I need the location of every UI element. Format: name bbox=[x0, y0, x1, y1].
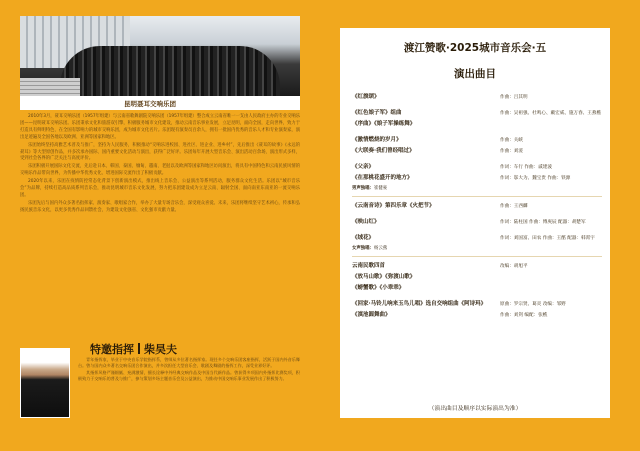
program-item bbox=[352, 299, 602, 310]
conductor-bio bbox=[78, 357, 300, 383]
bio-paragraph: 2010年3月，聂耳交响乐团（1957年组建）与云南省歌舞剧院交响乐团（1957年组建）整合成立云南省唯一一支由人民政府主办的专业交响乐团——昆明聂耳交响乐团。乐团秉承文化和旅游双引擎，积极服务城市文化建设，推动云南音乐事业发展，立足昆明，面向全国，走向世界，致力于打造具有鲜明特色、在全国有影响力的城市交响乐团，成为城市文化名片。乐团现有演奏员百余人，拥有一批国内优秀的音乐人才和专业演奏家，演出足迹遍及全国各地以及欧洲、亚洲等国家和地区。 bbox=[20, 114, 300, 140]
performer-text bbox=[352, 244, 387, 253]
work-title: 《回家·马铃儿响来玉鸟儿唱》选自交响组曲《阿诗玛》 bbox=[352, 301, 487, 307]
work-title: 《云南音诗》第四乐章《火把节》 bbox=[352, 203, 435, 209]
bio-paragraph: 乐团积极开展国际文化交流，先后赴日本、韩国、泰国、缅甸、越南、老挝以及欧洲等国家和地区访问演出，将具有中国特色和云南民族风情的交响乐作品带向世界，为传播中华优秀文化、增进国际交流作出了积极贡献。 bbox=[20, 164, 300, 177]
work-title: 《大联奏·我们曾经唱过》 bbox=[352, 148, 415, 154]
work-credit: 作词：陆柱国 作曲：傅庚辰 配器：胡楚军 bbox=[500, 220, 586, 225]
program-item bbox=[352, 283, 602, 294]
program-divider bbox=[352, 196, 602, 197]
program-list bbox=[352, 92, 602, 321]
work-credit: 作曲：王西麟 bbox=[500, 204, 528, 209]
program-item bbox=[352, 233, 602, 244]
work-title: 《绒花》 bbox=[352, 235, 375, 241]
work-credit: 改编：胡旭平 bbox=[500, 264, 528, 269]
orchestra-photo bbox=[20, 16, 300, 96]
conductor-label: 特邀指挥 bbox=[90, 343, 134, 356]
work-title: 云南民歌四首 bbox=[352, 263, 386, 269]
work-title: 《父亲》 bbox=[352, 164, 375, 170]
performer-label: 男声独唱： bbox=[352, 186, 374, 191]
work-credit: 作曲：吴祖强、杜鸣心、戴宏威、施万春、王燕樵 bbox=[500, 111, 602, 116]
work-credit: 作曲：刘湲 bbox=[500, 149, 523, 154]
program-item bbox=[352, 217, 602, 228]
work-credit: 作词：邬大为、魏宝贵 作曲：铁源 bbox=[500, 176, 571, 181]
conductor-bio-paragraph: 青年指挥家，毕业于中央音乐学院指挥系，曾师从多位著名指挥家。现任多个交响乐团客座指挥，活跃于国内外音乐舞台。曾与国内众多著名交响乐团合作演出，并多次担任大型音乐会、歌剧及舞剧的指挥工作，深受业界好评。 bbox=[78, 357, 300, 369]
concert-title: 渡江赞歌·2025城市音乐会·五 bbox=[403, 42, 547, 54]
program-divider bbox=[352, 256, 602, 257]
performer-row bbox=[352, 244, 602, 253]
performer-text bbox=[352, 184, 387, 193]
work-credit: 作曲：刘剑 编配：张樵 bbox=[500, 313, 548, 318]
program-item bbox=[352, 261, 602, 272]
program-item bbox=[352, 162, 602, 173]
conductor-photo bbox=[20, 348, 70, 418]
conductor-heading bbox=[90, 341, 177, 357]
conductor-bio-paragraph: 其指挥风格严谨细腻、充满激情，擅长诠释中外经典交响作品及中国当代新作品。曾获得多项国内外指挥比赛奖项，积极致力于交响乐的普及与推广，参与策划多场主题音乐会及公益演出，为推动中国交响乐事业发展作出了积极努力。 bbox=[78, 369, 300, 382]
performer-label: 女声独唱： bbox=[352, 246, 374, 251]
work-title: 《红色娘子军》组曲 bbox=[352, 110, 402, 116]
work-title: 《在那桃花盛开的地方》 bbox=[352, 175, 413, 181]
program-note: （演出曲目及顺序以实际演出为准） bbox=[428, 406, 522, 412]
program-item bbox=[352, 173, 602, 184]
work-title: 《放马山歌》《弥渡山歌》 bbox=[352, 274, 416, 280]
work-title: 《映山红》 bbox=[352, 219, 380, 225]
bio-paragraph: 乐团先后与国内外众多著名指挥家、演奏家、歌唱家合作，举办了大量专场音乐会，深受观众喜爱。未来，乐团将继续坚守艺术初心，传承和弘扬民族音乐文化，以更多优秀作品回馈社会，为建设文化强省、文化强市贡献力量。 bbox=[20, 200, 300, 213]
program-item bbox=[352, 119, 602, 130]
title-divider bbox=[138, 343, 140, 354]
program-item bbox=[352, 272, 602, 283]
work-title: 《激情燃烧的岁月》 bbox=[352, 137, 402, 143]
work-title: 《滇池圆舞曲》 bbox=[352, 312, 391, 318]
work-credit: 作词：车行 作曲：戚建波 bbox=[500, 165, 552, 170]
bio-paragraph: 乐团始终坚持高雅艺术普及与推广，坚持为人民服务，积极推动“交响乐进校园、进社区、进企业、进乡村”，先后推出《聂耳的故事》《永远的聂耳》等大型原创作品，并多次承办国际、国内重要文化活动与演出，获得广泛好评。乐团每年开展大型音乐会、演出活动百余场，演出形式多样，受到社会各界的广泛关注与高度评价。 bbox=[20, 142, 300, 162]
conductor-name: 柴昊夫 bbox=[144, 343, 177, 356]
bio-paragraph: 2020年以来，乐团在疫情防控常态化背景下创新演出模式，推出线上音乐会、公益演出等系列活动，服务群众文化生活。乐团以“城市音乐会”为品牌，持续打造高品质系列音乐会，推动昆明城市音乐文化发展，努力把乐团建设成为立足云南、辐射全国、面向南亚东南亚的一流交响乐团。 bbox=[20, 179, 300, 198]
performer-name: 崔健豪 bbox=[373, 186, 388, 191]
program-item bbox=[352, 108, 602, 119]
work-credit: 作曲：关峡 bbox=[500, 138, 523, 143]
program-panel bbox=[340, 28, 610, 418]
work-credit: 作曲：吕其明 bbox=[500, 95, 528, 100]
stairs bbox=[20, 78, 80, 96]
work-credit: 作词：刘国富、田农 作曲：王酩 配器：韩霄宇 bbox=[500, 236, 595, 241]
program-item bbox=[352, 146, 602, 157]
program-item bbox=[352, 310, 602, 321]
photo-caption: 昆明聂耳交响乐团 bbox=[20, 96, 300, 110]
orchestra-bio bbox=[20, 114, 300, 216]
program-item bbox=[352, 92, 602, 103]
program-item bbox=[352, 135, 602, 146]
program-item bbox=[352, 201, 602, 212]
work-title: 《螃蟹歌》《小乖乖》 bbox=[352, 285, 405, 291]
performer-row bbox=[352, 184, 602, 193]
orchestra-panel bbox=[20, 16, 300, 441]
orchestra-members bbox=[60, 46, 280, 96]
work-title: 《红旗颂》 bbox=[352, 94, 380, 100]
work-credit: 原曲：罗宗贤、葛炎 改编：邹野 bbox=[500, 302, 566, 307]
program-heading: 演出曲目 bbox=[454, 68, 496, 80]
performer-name: 杨云燕 bbox=[373, 246, 388, 251]
work-title: 《序曲》《娘子军操练舞》 bbox=[352, 121, 416, 127]
